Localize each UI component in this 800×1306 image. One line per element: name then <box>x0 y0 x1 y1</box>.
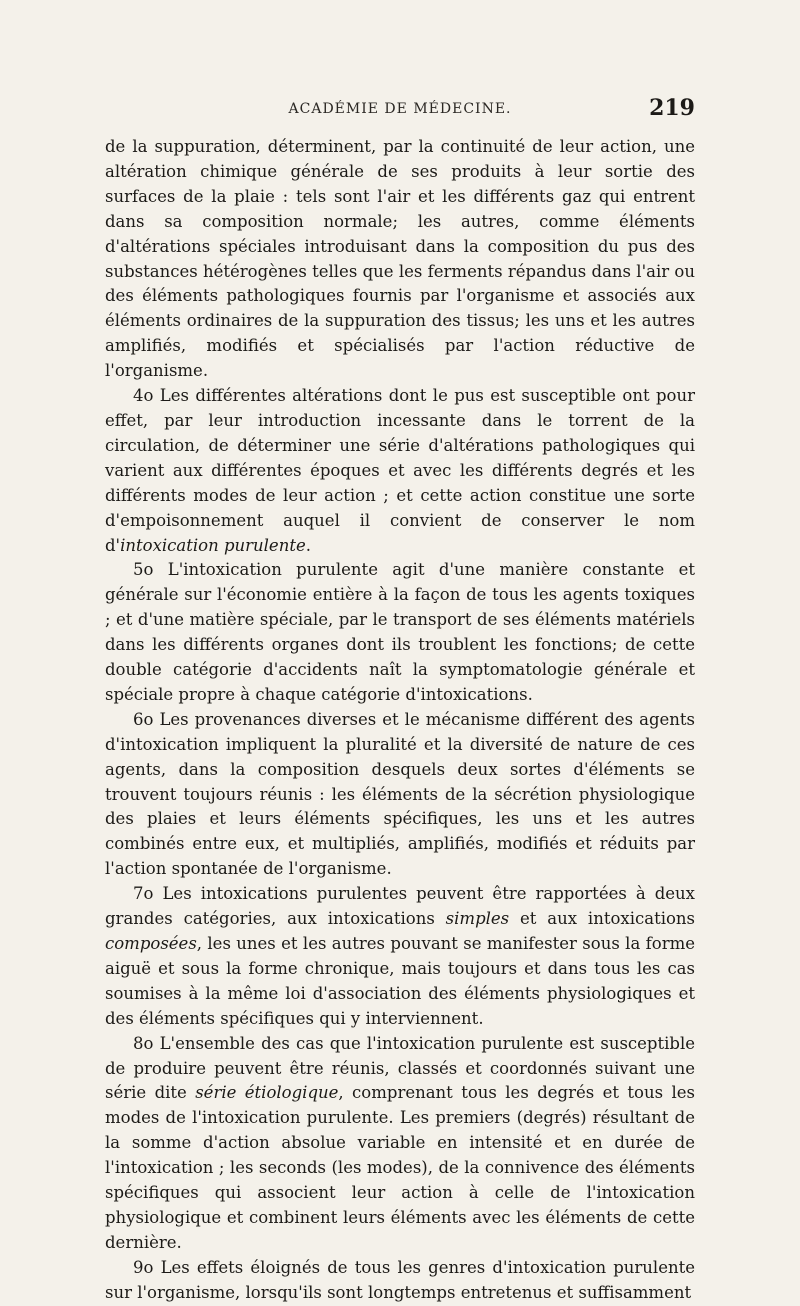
italic-term: simples <box>445 909 510 929</box>
page-body <box>105 135 695 1306</box>
paragraph-4 <box>105 384 695 558</box>
text-run: 9o Les effets éloignés de tous les genres d'intoxication purulente sur l'organisme, lorsqu'ils sont longtemps entretenus et suffisamment <box>105 1257 695 1302</box>
text-run: . <box>305 535 311 555</box>
text-run: de la suppuration, déterminent, par la continuité de leur action, une altération chimique générale de ses produits à leur sortie des surfaces de la plaie : tels sont l'air et les différents gaz qui entrent dans sa composition normale; les autres, comme éléments d'altérations spéciales introduisant dans la composition du pus des substances hétérogènes telles que les ferments répandus dans l'air ou des éléments pathologiques fournis par l'organisme et associés aux éléments ordinaires de la suppuration des tissus; les uns et les autres amplifiés, modifiés et spécialisés par l'action réductive de l'organisme. <box>105 137 695 381</box>
text-run: 7o Les intoxications purulentes peuvent être rapportées à deux grandes catégories, aux intoxications <box>105 884 695 929</box>
page-number: 219 <box>649 95 695 121</box>
italic-term: intoxication purulente <box>120 535 306 555</box>
paragraph-7 <box>105 882 695 1031</box>
text-run: , les unes et les autres pouvant se manifester sous la forme aiguë et sous la forme chronique, mais toujours et dans tous les cas soumises à la même loi d'association des éléments physiologiques et des éléments spécifiques qui y interviennent. <box>105 934 695 1028</box>
paragraph-9 <box>105 1256 695 1306</box>
text-run: 6o Les provenances diverses et le mécanisme différent des agents d'intoxication impliquent la pluralité et la diversité de nature de ces agents, dans la composition desquels deux sortes d'éléments se trouvent toujours réunis : les éléments de la sécrétion physiologique des plaies et leurs éléments spécifiques, les uns et les autres combinés entre eux, et multipliés, amplifiés, modifiés et réduits par l'action spontanée de l'organisme. <box>105 709 695 879</box>
paragraph-6 <box>105 708 695 882</box>
paragraph-8 <box>105 1032 695 1256</box>
paragraph-continuation <box>105 135 695 384</box>
text-run: , comprenant tous les degrés et tous les modes de l'intoxication purulente. Les premiers (degrés) résultant de la somme d'action absolue variable en intensité et en durée de l'intoxication ; les seconds (les modes), de la connivence des éléments spécifiques qui associent leur action à celle de l'intoxication physiologique et combinent leurs éléments avec les éléments de cette dernière. <box>105 1083 695 1252</box>
text-run: et aux intoxications <box>509 909 695 929</box>
text-run: 5o L'intoxication purulente agit d'une manière constante et générale sur l'économie entière à la façon de tous les agents toxiques ; et d'une matière spéciale, par le transport de ses éléments matériels dans les différents organes dont ils troublent les fonctions; de cette double catégorie d'accidents naît la symptomatologie générale et spéciale propre à chaque catégorie d'intoxications. <box>105 560 695 704</box>
page-header <box>105 95 695 125</box>
paragraph-5 <box>105 558 695 707</box>
text-run: 8o L'ensemble des cas que l'intoxication purulente est susceptible de produire peuvent être réunis, classés et coordonnés suivant une série dite <box>105 1033 695 1103</box>
running-title: ACADÉMIE DE MÉDECINE. <box>288 101 512 117</box>
text-run: 4o Les différentes altérations dont le pus est susceptible ont pour effet, par leur introduction incessante dans le torrent de la circulation, de déterminer une série d'altérations pathologiques qui varient aux différentes époques et avec les différents degrés et les différents modes de leur action ; et cette action constitue une sorte d'empoisonnement auquel il convient de conserver le nom d' <box>105 386 695 555</box>
italic-term: série étiologique <box>195 1083 339 1103</box>
italic-term: composées <box>105 934 197 953</box>
